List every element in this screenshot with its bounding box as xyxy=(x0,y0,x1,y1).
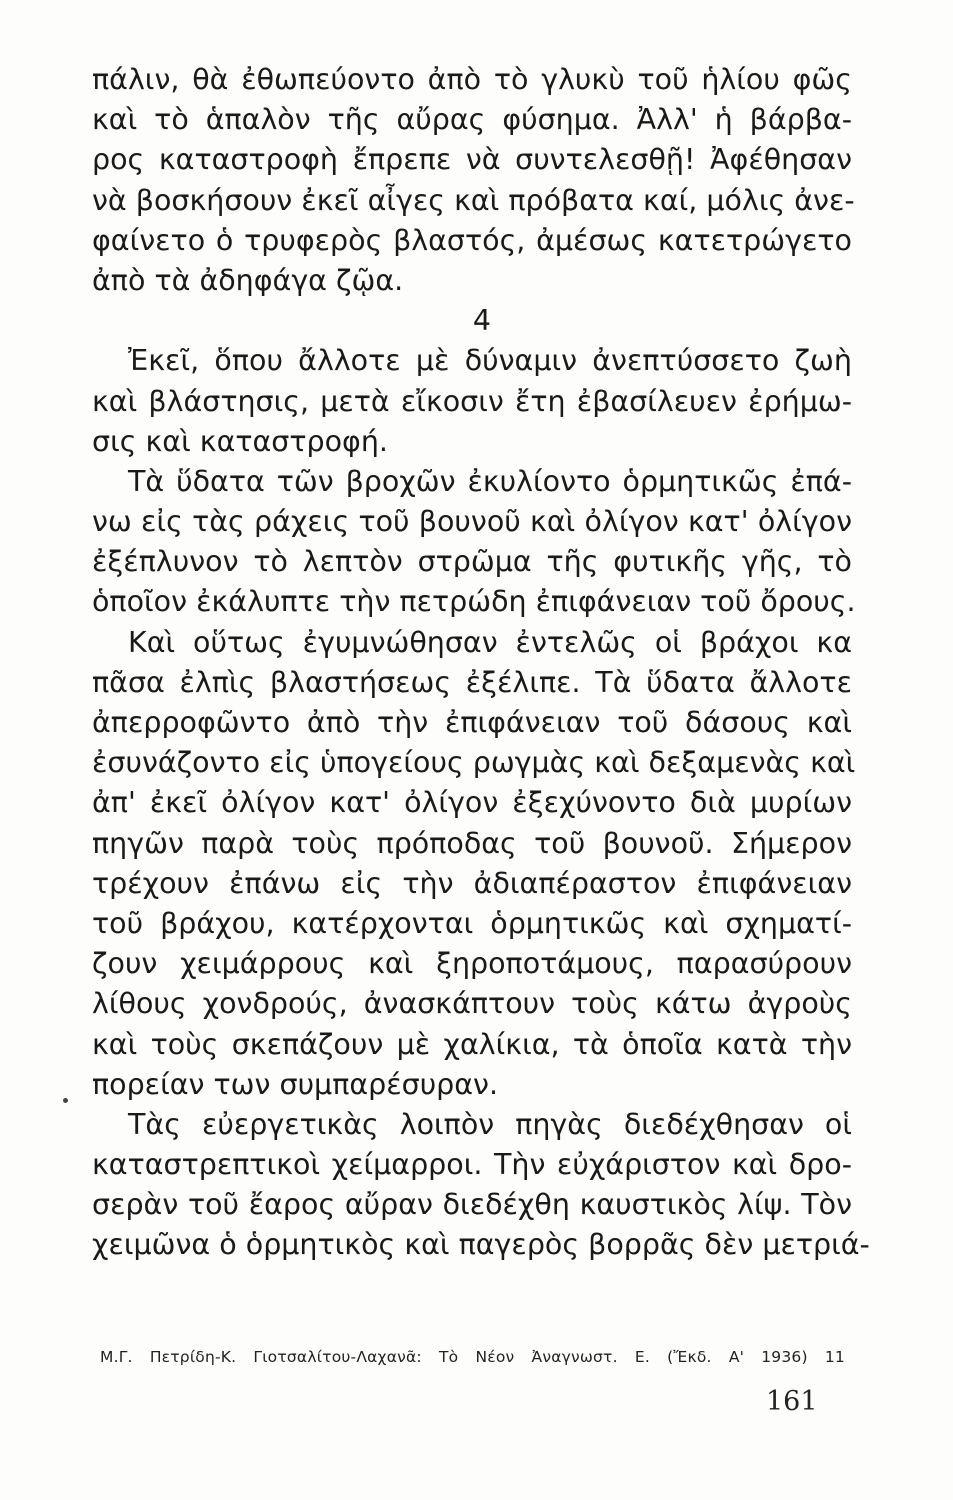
text-line: Τὰ ὕδατα τῶν βροχῶν ἐκυλίοντο ὁρμητικῶς ἐπά- xyxy=(128,464,852,498)
text-line: ἀπερροφῶντο ἀπὸ τὴν ἐπιφάνειαν τοῦ δάσους καὶ xyxy=(92,706,852,739)
text-line: ὁποῖον ἐκάλυπτε τὴν πετρώδη ἐπιφάνειαν τοῦ ὄρους. xyxy=(92,585,856,619)
text-line: πάλιν, θὰ ἐθωπεύοντο ἀπὸ τὸ γλυκὺ τοῦ ἡλίου φῶς xyxy=(92,63,852,96)
text-line: λίθους χονδρούς, ἀνασκάπτουν τοὺς κάτω ἀγροὺς xyxy=(92,987,852,1021)
text-line: ρος καταστροφὴ ἔπρεπε νὰ συντελεσθῇ! Ἀφέθησαν xyxy=(92,143,852,177)
text-line: πορείαν των συμπαρέσυραν. xyxy=(92,1067,499,1101)
text-line: καὶ βλάστησις, μετὰ εἴκοσιν ἔτη ἐβασίλευεν ἐρήμω- xyxy=(92,384,852,418)
text-line: χειμῶνα ὁ ὁρμητικὸς καὶ παγερὸς βορρᾶς δὲν μετριά- xyxy=(92,1228,870,1262)
printer-signature-footnote: Μ.Γ. Πετρίδη-Κ. Γιοτσαλίτου-Λαχανᾶ: Τὸ Νέον Ἀναγνωστ. Ε. (Ἔκδ. Α' 1936) 11 xyxy=(100,1348,845,1366)
text-line: φαίνετο ὁ τρυφερὸς βλαστός, ἀμέσως κατετρώγετο xyxy=(92,223,852,257)
page-number: 161 xyxy=(766,1386,818,1417)
text-line: καὶ τοὺς σκεπάζουν μὲ χαλίκια, τὰ ὁποῖα κατὰ τὴν xyxy=(92,1027,852,1061)
text-line: Ἐκεῖ, ὅπου ἄλλοτε μὲ δύναμιν ἀνεπτύσσετο ζωὴ xyxy=(128,344,852,378)
text-line: ζουν χειμάρρους καὶ ξηροποτάμους, παρασύρουν xyxy=(92,947,852,981)
section-number: 4 xyxy=(472,304,492,338)
text-line: τοῦ βράχου, κατέρχονται ὁρμητικῶς καὶ σχηματί- xyxy=(92,906,852,940)
text-line: σερὰν τοῦ ἔαρος αὔραν διεδέχθη καυστικὸς λίψ. Τὸν xyxy=(92,1188,852,1222)
text-line: ἐσυνάζοντο εἰς ὑπογείους ρωγμὰς καὶ δεξαμενὰς καὶ xyxy=(92,746,856,780)
text-line: Τὰς εὐεργετικὰς λοιπὸν πηγὰς διεδέχθησαν οἱ xyxy=(128,1107,852,1141)
text-line: ἐξέπλυνον τὸ λεπτὸν στρῶμα τῆς φυτικῆς γῆς, τὸ xyxy=(92,545,852,579)
text-line: πᾶσα ἐλπὶς βλαστήσεως ἐξέλιπε. Τὰ ὕδατα ἄλλοτε xyxy=(92,665,852,699)
text-line: νὰ βοσκήσουν ἐκεῖ αἶγες καὶ πρόβατα καί, μόλις ἀνε- xyxy=(92,183,855,217)
stray-ink-mark xyxy=(63,1098,68,1103)
text-line: Καὶ οὕτως ἐγυμνώθησαν ἐντελῶς οἱ βράχοι κα xyxy=(128,625,852,659)
text-line: νω εἰς τὰς ράχεις τοῦ βουνοῦ καὶ ὀλίγον κατ' ὀλίγον xyxy=(92,505,852,539)
text-line: ἀπὸ τὰ ἀδηφάγα ζῷα. xyxy=(92,263,404,297)
body-text xyxy=(92,60,870,1266)
text-line: πηγῶν παρὰ τοὺς πρόποδας τοῦ βουνοῦ. Σήμερον xyxy=(92,826,852,860)
text-line: καὶ τὸ ἁπαλὸν τῆς αὔρας φύσημα. Ἀλλ' ἡ βάρβα- xyxy=(92,103,852,137)
text-line: ἀπ' ἐκεῖ ὀλίγον κατ' ὀλίγον ἐξεχύνοντο διὰ μυρίων xyxy=(92,786,852,820)
text-line: τρέχουν ἐπάνω εἰς τὴν ἀδιαπέραστον ἐπιφάνειαν xyxy=(92,866,852,900)
text-line: σις καὶ καταστροφή. xyxy=(92,424,388,458)
text-line: καταστρεπτικοὶ χείμαρροι. Τὴν εὐχάριστον καὶ δρο- xyxy=(92,1148,852,1182)
